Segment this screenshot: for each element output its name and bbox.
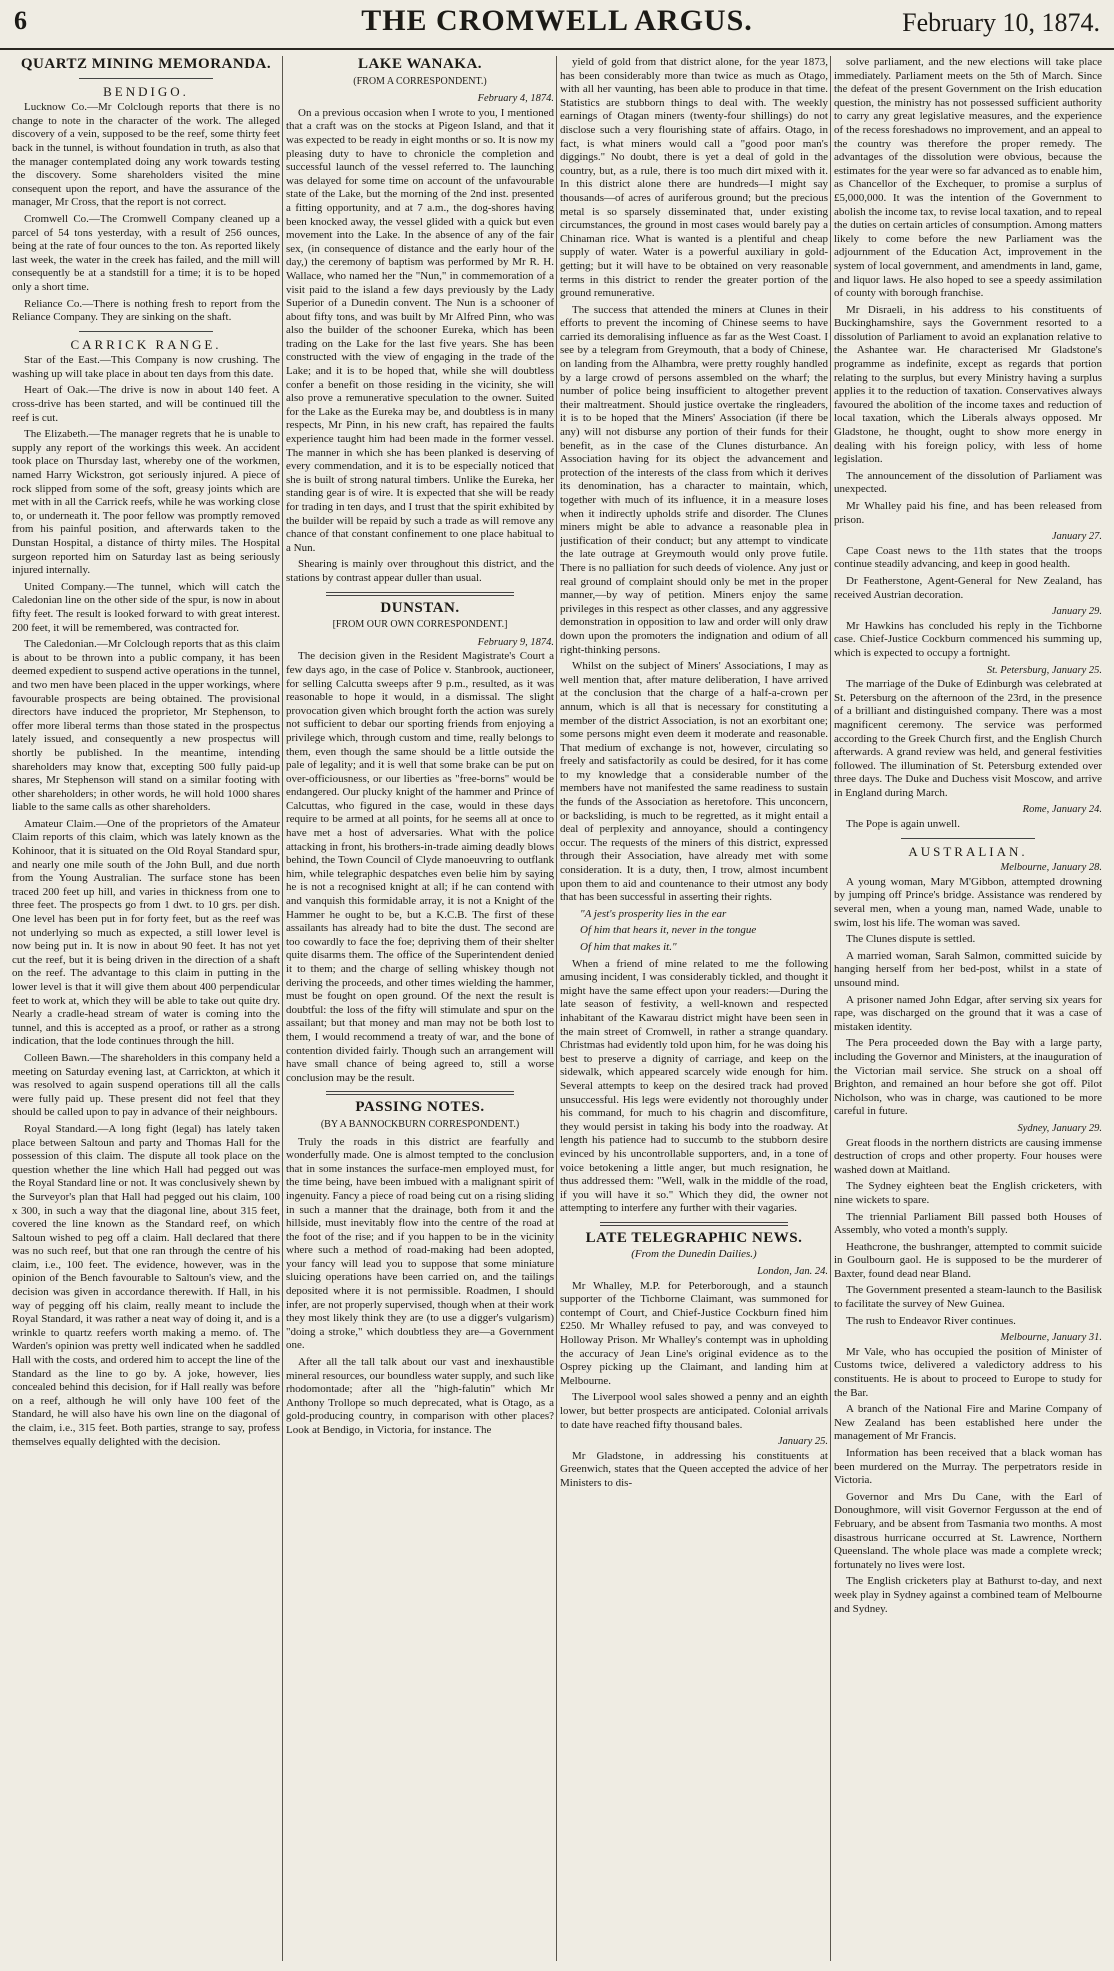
paragraph: The Clunes dispute is settled. <box>846 933 976 946</box>
paragraph: Heart of Oak.—The drive is now in about 140 feet. A cross-drive has been started, and will be continued till the reef is cut. <box>12 384 280 424</box>
paragraph: Mr Vale, who has occupied the position of Minister of Customs twice, delivered a valedictory address to his constituents. He is about to proceed to Europe to study for the Bar. <box>834 1345 1102 1399</box>
paragraph: The Liverpool wool sales showed a penny and an eighth lower, but better prospects are anticipated. Colonial arrivals to date have reached fifty thousand bales. <box>560 1391 828 1431</box>
column-3 <box>560 56 828 1961</box>
verse-line: "A jest's prosperity lies in the ear <box>580 907 727 920</box>
column-1 <box>12 56 280 1961</box>
paragraph: Great floods in the northern districts are causing immense destruction of crops and other property. Four houses were washed down at Maitland. <box>834 1136 1102 1176</box>
dateline: Rome, January 24. <box>1022 804 1102 816</box>
byline: (FROM A CORRESPONDENT.) <box>353 75 487 87</box>
verse-line: Of him that makes it." <box>580 941 677 953</box>
dateline: February 4, 1874. <box>477 93 554 105</box>
masthead <box>0 0 1114 50</box>
dateline: London, Jan. 24. <box>757 1266 828 1278</box>
paragraph: The triennial Parliament Bill passed both Houses of Assembly, who voted a month's supply. <box>834 1210 1102 1237</box>
paragraph: The marriage of the Duke of Edinburgh was celebrated at St. Petersburg on the afternoon of the 23rd, in the presence of a brilliant and distinguished company. There was a most magnificent ceremony. The service was performed according to the Greek Church first, and the English Church afterwards. A grand review was held, and general festivities followed. The illumination of St. Petersburg extended over three days. The Duke and Duchess visit Moscow, and arrive in England during March. <box>834 678 1102 799</box>
verse-line: Of him that hears it, never in the tongue <box>580 924 757 937</box>
divider <box>326 592 514 596</box>
paragraph: Star of the East.—This Company is now crushing. The washing up will take place in about ten days from this date. <box>12 354 280 380</box>
news-source: (From the Dunedin Dailies.) <box>631 1248 757 1261</box>
dateline: Melbourne, January 31. <box>1000 1332 1102 1344</box>
paragraph: A branch of the National Fire and Marine Company of New Zealand has been established here under the management of Mr Francis. <box>834 1403 1102 1443</box>
paragraph: Colleen Bawn.—The shareholders in this company held a meeting on Saturday evening last, at Carrickton, at which it was resolved to again suspend operations till all the calls were fully paid up. These present did not feel that they should be called upon to pay in advance of their neighbours. <box>12 1051 280 1119</box>
paragraph: Amateur Claim.—One of the proprietors of the Amateur Claim reports of this claim, which was lately known as the Kohinoor, that it is situated on the Old Royal Standard spur, and nearly one mile south of the John Bull, and due north from the Young Australian. The surface stone has been traced 200 feet up hill, and varies in thickness from one to three feet. The prospects go from 1 dwt. to 10 grs. per dish. One level has been put in for forty feet, but as the reef was not underlying so much as expected, a still lower level is now being put in. It is now in about 90 feet. It has not yet cut the reef, but it is being driven in the direction of a shaft on the reef. The advantage to this claim in putting in the lower level is that it will give them about 400 perpendicular feet to work at, which they will be able to take out quite dry. Nearly a cradle-head stream of water is coming into the tunnel, and this is accepted as a proof, or rather as a strong indication, that the lode continues through the hill. <box>12 817 280 1048</box>
paragraph: The Government presented a steam-launch to the Basilisk to facilitate the survey of New Guinea. <box>834 1284 1102 1311</box>
paragraph: A married woman, Sarah Salmon, committed suicide by hanging herself from her bed-post, whilst in a state of unsound mind. <box>834 949 1102 989</box>
page-number: 6 <box>14 6 27 35</box>
divider <box>79 331 213 332</box>
paragraph: Mr Whalley paid his fine, and has been released from prison. <box>834 500 1102 526</box>
column-rule <box>830 56 831 1961</box>
divider <box>901 838 1035 839</box>
paragraph: The English cricketers play at Bathurst to-day, and next week play in Sydney against a combined team of Melbourne and Sydney. <box>834 1575 1102 1615</box>
column-rule <box>556 56 557 1961</box>
divider <box>326 1091 514 1095</box>
paragraph: Cromwell Co.—The Cromwell Company cleaned up a parcel of 54 tons yesterday, with a result of 256 ounces, being at the rate of four ounces to the ton. As reported likely last week, the water in the creek has failed, and the mill will consequently be at a standstill for a time; it is to be hoped only a short time. <box>12 212 280 293</box>
bendigo-subheading: BENDIGO. <box>103 83 189 99</box>
paragraph: Truly the roads in this district are fearfully and wonderfully made. One is almost tempted to the conclusion that in some instances the surface-men employed must, for the time being, have been imbued with a malignant spirit of ingenuity. Fancy a piece of road being cut on a rising sliding in such a manner that the drainage, both from it and the hillside, must inevitably flow into the centre of the road at the foot of the rise; and if you happen to be in the vicinity where such a method of road-making had been adopted, your fancy will lead you to suppose that some miniature sluicing operations have been carried on, and the tailings deposited where it is not permissible. Roadmen, I should infer, are not properly supervised, though when at their work they most likely think they are (to use a digger's vulgarism) "doing a stroke," which doubtless they are—a Government one. <box>286 1135 554 1352</box>
paragraph: Whilst on the subject of Miners' Associations, I may as well mention that, after mature deliberation, I have arrived at the conclusion that the charge of a half-a-crown per annum, which is all that is necessary for constituting a member of the district Association, is not an exorbitant one; some persons might even deem it moderate and reasonable. That medium of exchange is not, however, circulating so freely and satisfactorily as could be desired, for it has come to my knowledge that a considerable number of the members have not manifested the same readiness to sustain the funds of the Association as heretofore. This unconcern, or backsliding, is much to be regretted, as it might entail a deal of perplexity and annoyance, should a contingency occur. The requests of the miners of this district, expressed through their Association, have already met with some consideration. It is a duty, then, I trow, almost incumbent upon them to aid and countenance to their utmost any body that has been successful in asserting their rights. <box>560 660 828 904</box>
dateline: January 27. <box>1051 531 1102 543</box>
paragraph: Shearing is mainly over throughout this district, and the stations by contrast appear duller than usual. <box>286 558 554 584</box>
paragraph: solve parliament, and the new elections will take place immediately. Parliament meets on the 5th of March. Since the defeat of the present Government on the Irish education question, the ministry has not possessed sufficient authority to carry any great legislative measures, and the experience of the recess foreshadows no improvement, and an appeal to the country was therefore the proper remedy. The advantages of the dissolution were obvious, because the estimates for the year were so far advanced as to enable him, as Chancellor of the Exchequer, to promise a surplus of £5,000,000. It was the intention of the Government to abolish the income tax, to revise local taxation, and to repeal the duties on certain articles of consumption. Among matters likely to come before the new Parliament was the adjournment of the Education Act, improvement in the system of local government, and amendments in land, game, and liquor laws. He also hoped to see a speedy assimilation of county with borough franchise. <box>834 56 1102 300</box>
paragraph: The announcement of the dissolution of Parliament was unexpected. <box>834 469 1102 496</box>
paragraph: United Company.—The tunnel, which will catch the Caledonian line on the other side of the spur, is now in about fifty feet. The result is looked forward to with great interest. 200 feet, it will be remembered, was contracted for. <box>12 580 280 634</box>
paragraph: When a friend of mine related to me the following amusing incident, I was considerably tickled, and thought it might have the same effect upon your readers:—During the late season of festivity, a well-known and respected inhabitant of the Kawarau district might have been seen in the main street of Cromwell, in rather a strange quandary. Christmas had evidently told upon him, for he was doing his best to preserve a dignity of carriage, and keep on the sidewalk, which appeared scarcely wide enough for him. Several attempts to keep on the desired track had proved unsuccessful. His legs were evidently not thoroughly under his command, for much to his chagrin and discomfiture, they would persist in taking his body into the roadway. At length his patience had to succumb to the stubborn desire evinced by his uncontrollable supporters, and, in a tone of voice betokening a little anger, but much resignation, he thus addressed them: "Well, walk in the middle of the road, if you will have it so." Which they did, the owner not attempting to interfere any further with their vagaries. <box>560 957 828 1215</box>
paragraph: After all the tall talk about our vast and inexhaustible mineral resources, our boundless water supply, and such like rhodomontade; after all the "high-falutin" which Mr Anthony Trollope so much deprecated, what is Otago, as a gold-producing country, in comparison with other places? Look at Bendigo, in Victoria, for instance. The <box>286 1356 554 1436</box>
dateline: February 9, 1874. <box>477 636 554 648</box>
paragraph: yield of gold from that district alone, for the year 1873, has been considerably more than twice as much as Otago, with all her vaunting, has been able to produce in that time. Statistics are stubborn things to deal with. The weekly earnings of Otagan miners (twenty-four shillings) do not disclose such a very flourishing state of affairs. Otago, in fact, is what miners would call a "good poor man's diggings." No doubt, there is yet a deal of gold in the country, but, as a rule, there is too much dirt mixed with it. In this district alone there are hundreds—I might say thousands—of acres of auriferous ground; but the precious metal is so sparsely disseminated that, under existing circumstances, the ground in most cases would barely pay a Chinaman rice. What is wanted is a plentiful and cheap supply of water. Water is a powerful auxiliary in gold-getting; but it will have to be obtained on very reasonable terms in this district to render the greater portion of the ground remunerative. <box>560 56 828 300</box>
paragraph: A prisoner named John Edgar, after serving six years for rape, was discharged on the ground that it was a case of mistaken identity. <box>834 993 1102 1033</box>
divider <box>79 78 213 79</box>
paragraph: The decision given in the Resident Magistrate's Court a few days ago, in the case of Police v. Stanbrook, auctioneer, for selling Calcutta sweeps after 9 p.m., resulted, as it was reasonable to hope it would, in a dismissal. The slight provocation given which brought forth the action was surely not sufficient to debar our sporting friends from enjoying a privilege which, through custom and time, really belongs to them, even though the same should be a little outside the pale of legality; and it is well that some brake can be put on over-officiousness, or our liberties as "free-borns" would be endangered. Our plucky knight of the hammer and Prince of Calcuttas, who figured in the case, would in these days require to be armed at all points, for he seems all at once to have met a host of adversaries. What with the police attacking in front, his brothers-in-trade aiming deadly blows behind, the Town Council of Clyde manoeuvring to outflank him, while telegraphic despatches even belie him by saying he is not a recognised knight at all; if he can contend with and vanquish this formidable array, it is not a Knight of the Hammer he ought to be, but a K.C.B. The first of these assailants has already had to bite the dust. The second are too cowardly to face the foe; depriving them of their shelter quite disarms them. The office of the Superintendent denied it to them; and the charge of selling whiskey though not deriving the proceeds, and other times wielding the hammer, must be fought on open ground. Of the next the result is doubtful: the loss of the fifty will stimulate and spur on the assailant; but that money and man may not be both lost to them, I would recommend a treaty of war, and the bone of contention divided fairly. Though such an arrangement will have small chance of being agreed to, still a worse conclusion may be the result. <box>286 650 554 1084</box>
dateline: Sydney, January 29. <box>1017 1122 1102 1134</box>
paragraph: The Sydney eighteen beat the English cricketers, with nine wickets to spare. <box>834 1180 1102 1206</box>
paragraph: Mr Disraeli, in his address to his constituents of Buckinghamshire, says the Government resorted to a dissolution of Parliament to avoid an explanation relative to the Ashantee war. He characterised Mr Gladstone's programme as indefinite, except as regards that portion relating to the surplus, but every Ministry having a surplus applies it to the reduction of taxation. Conservatives always favoured the abolition of the income taxes and reduction of local taxation, which the Liberals always opposed. Mr Gladstone, he thought, ought to show more energy in dealing with his foreign policy, with less of home legislation. <box>834 303 1102 466</box>
lake-wanaka-heading: LAKE WANAKA. <box>357 56 483 72</box>
quartz-mining-heading: QUARTZ MINING MEMORANDA. <box>20 56 272 72</box>
paragraph: The Pera proceeded down the Bay with a large party, including the Governor and Ministers, at the inauguration of the Victorian mail service. She struck on a shoal off Brighton, and remained an hour before she got off. Pilot Nicholson, who was in charge, was cautioned to be more careful in future. <box>834 1037 1102 1118</box>
paragraph: Reliance Co.—There is nothing fresh to report from the Reliance Company. They are sinking on the shaft. <box>12 297 280 324</box>
australian-heading: AUSTRALIAN. <box>908 843 1028 859</box>
dateline: Melbourne, January 28. <box>1000 862 1102 874</box>
paragraph: A young woman, Mary M'Gibbon, attempted drowning by jumping off Prince's bridge. Assistance was rendered by several men, when a young man, named Wade, unable to swim, lost his life. The woman was saved. <box>834 875 1102 929</box>
divider <box>600 1222 788 1226</box>
issue-date: February 10, 1874. <box>902 8 1100 37</box>
paragraph: Heathcrone, the bushranger, attempted to commit suicide in Goulbourn gaol. He is supposed to be the murderer of Baxter, found dead near Bland. <box>834 1240 1102 1280</box>
byline: [FROM OUR OWN CORRESPONDENT.] <box>332 619 508 631</box>
paragraph: The success that attended the miners at Clunes in their efforts to prevent the incoming of Chinese seems to have carried its demoralising influence as far as the West Coast. I see by a telegram from Greymouth, that a body of Chinese, on landing from the Alhambra, were pretty roughly handled by a large crowd of persons assembled on the wharf; the number of police being insufficient to altogether prevent their maltreatment. Should justice overtake the ringleaders, it is to be hoped that the Miners' Association (if there be any) will not disburse any portion of their funds for their benefit, as in the case of the Clunes disturbance. An Association having for its object the advancement and protection of the interests of the class from which it derives its denomination, has a character to maintain, which, together with much of its influence, it in a measure loses when it indirectly upholds strife and disorder. The Clunes miners might be able to advance a reasonable plea in justification of their conduct; but any attempt to vindicate the late outrage at Greymouth would only prove futile. There is no palliation for such deeds of violence. Any just or real ground of complaint should only be met in the proper manner,—by way of petition. Miners enjoy the same privileges in this respect as other classes, and any aggressive demonstration in opposition to law and order will only draw down upon the promoters the indignation and odium of all right-thinking persons. <box>560 303 828 656</box>
paragraph: The Caledonian.—Mr Colclough reports that as this claim is about to be thrown into a public company, it has been deemed expedient to suspend active operations in the tunnel, and two men have been placed in the upper workings, where favourable prospects are being obtained. The provisional directors have induced the proprietor, Mr Stephenson, to offer more liberal terms than those stated in the prospectus lately issued, and consequently a new prospectus will shortly be published. In the meantime, intending shareholders may know that, excepting 500 fully paid-up shares, Mr Stephenson will stand on a similar footing with other shareholders; in other words, he will hold 1000 shares liable to the same calls as other shareholders. <box>12 638 280 814</box>
paragraph: Mr Gladstone, in addressing his constituents at Greenwich, states that the Queen accepted the advice of her Ministers to dis- <box>560 1449 828 1489</box>
newspaper-title: THE CROMWELL ARGUS. <box>361 4 753 37</box>
dateline: January 29. <box>1051 606 1102 618</box>
dateline: St. Petersburg, January 25. <box>986 664 1102 676</box>
paragraph: Royal Standard.—A long fight (legal) has lately taken place between Saltoun and party and Thomas Hall for the possession of this claim. The dispute all took place on the question whether the line which Hall had pegged out was the Royal Standard line or not. It was conclusively shewn by the Surveyor's plan that Hall had pegged out his claim, 100 x 300, in such a way that the diagonal line, about 315 feet, covered the line known as the Standard reef, on which Saltoun wished to peg off a claim. Hall declared that there was no such reef, but that one ran through the centre of his claim, i.e., 100 feet. The evidence, however, was in the opinion of the Bench favourable to Saltoun's view, and the decision was given in accordance therewith. If Hall, in his way of pegging off his claim, really meant to include the Royal Standard, it was rather a neat way of doing it, and is a wrinkle to quartz reefers worth making a memo. of. The Warden's opinion was pretty well indicated when he saddled Hall with the costs, and ordered him to accept the line of the Standard as the line to go by. A joke, however, lies concealed behind this decision, for if Hall really was before on a reef, although he will only have 100 feet of the Standard, he will also have his own line on the diagonal of the claim, i.e., 315 feet. Both parties, strange to say, profess themselves equally delighted with the decision. <box>12 1122 280 1448</box>
paragraph: The Elizabeth.—The manager regrets that he is unable to supply any report of the workings this week. An accident took place on Thursday last, whereby one of the workmen, named Harry Wickstron, got seriously injured. A piece of rock slipped from some of the soft, greasy joints which are met with in all the Carrick reefs, while he was working close to, or underneath it. The poor fellow was promptly removed from his painful position, and afterwards taken to the Dunstan Hospital, a distance of thirty miles. The Hospital surgeon reported him on Saturday last as being seriously injured internally. <box>12 428 280 577</box>
column-4 <box>834 56 1102 1961</box>
dunstan-heading: DUNSTAN. <box>380 599 460 616</box>
paragraph: Cape Coast news to the 11th states that the troops continue steadily advancing, and keep in good health. <box>834 544 1102 571</box>
paragraph: Mr Whalley, M.P. for Peterborough, and a staunch supporter of the Tichborne Claimant, was summoned for contempt of Court, and Chief-Justice Cockburn fined him £250. Mr Whalley refused to pay, and was conveyed to Holloway Prison. Mr Whalley's contempt was in upholding the accuracy of Jean Line's original evidence as to the Osprey picking up the Claimant, and landing him at Melbourne. <box>560 1279 828 1387</box>
paragraph: Lucknow Co.—Mr Colclough reports that there is no change to note in the character of the work. The alleged discovery of a vein, supposed to be the reef, some thirty feet back in the tunnel, is without foundation in truth, as also that the manager contemplated doing any work towards testing the discovery. Some shareholders visited the mine consequent upon the report, and have the assurance of the manager, Mr Cross, that the report is not correct. <box>12 101 280 209</box>
late-telegraphic-news-heading: LATE TELEGRAPHIC NEWS. <box>585 1229 803 1246</box>
paragraph: Governor and Mrs Du Cane, with the Earl of Donoughmore, will visit Governor Fergusson at the end of February, and be absent from Tasmania two months. A most disastrous hurricane occurred at St. Lawrence, Northern Queensland. The whole place was made a complete wreck; fortunately no lives were lost. <box>834 1490 1102 1571</box>
article-columns <box>12 56 1102 1961</box>
carrick-range-subheading: CARRICK RANGE. <box>70 336 222 352</box>
paragraph: On a previous occasion when I wrote to you, I mentioned that a craft was on the stocks at Pigeon Island, and that it was expected to be ready in eight months or so. It is now my pleasing duty to have to chronicle the completion and successful launch of the vessel referred to. The launching was delayed for some time on account of the unfavourable state of the Lake, but the morning of the 2nd inst. presented a fitting opportunity, and at 7 a.m., the dog-shores having been knocked away, the vessel glided with a quick but even movement into the Lake. In the absence of any of the fair sex, (in consequence of distance and the early hour of the day,) the ceremony of baptism was performed by Mr R. H. Wallace, who named her the "Nun," in commemoration of a visit paid to the island a few days previously by the Lady Superior of a Dunedin convent. The Nun is a schooner of about fifty tons, and was built by Mr Alfred Pinn, who was also the builder of the schooner Eureka, which has been trading on the Lake for the last five years. She has been constructed with the view of engaging in the trade of the Lake; and it is to be hoped that, while she will doubtless confer a benefit on those residing in the vicinity, she will also prove a remunerative speculation to the owner. Suited for the Lake as the Eureka may be, and doubtless is in many respects, Mr Pinn, in his new craft, has repaired the faults experience taught him had been made in the former vessel. The manner in which she has been planked is deserving of every commendation, and it is to be especially noticed that she is built of strong natural timbers. Unlike the Eureka, her standing gear is of wire. It is expected that she will be ready for trading in ten days, and I trust that the spirit exhibited by the builder will be repaid by such a trade as will remove any chance of that constant confinement to one place habitual to a Nun. <box>286 106 554 554</box>
paragraph: Mr Hawkins has concluded his reply in the Tichborne case. Chief-Justice Cockburn commenced his summing up, which is expected to occupy a fortnight. <box>834 619 1102 659</box>
paragraph: Information has been received that a black woman has been murdered on the Murray. The perpetrators reside in Victoria. <box>834 1447 1102 1487</box>
byline: (BY A BANNOCKBURN CORRESPONDENT.) <box>320 1118 520 1130</box>
paragraph: The rush to Endeavor River continues. <box>846 1314 1016 1327</box>
column-rule <box>282 56 283 1961</box>
passing-notes-heading: PASSING NOTES. <box>355 1099 485 1116</box>
column-2 <box>286 56 554 1961</box>
dateline: January 25. <box>777 1436 828 1448</box>
paragraph: Dr Featherstone, Agent-General for New Zealand, has received Austrian decoration. <box>834 574 1102 601</box>
paragraph: The Pope is again unwell. <box>846 818 960 831</box>
